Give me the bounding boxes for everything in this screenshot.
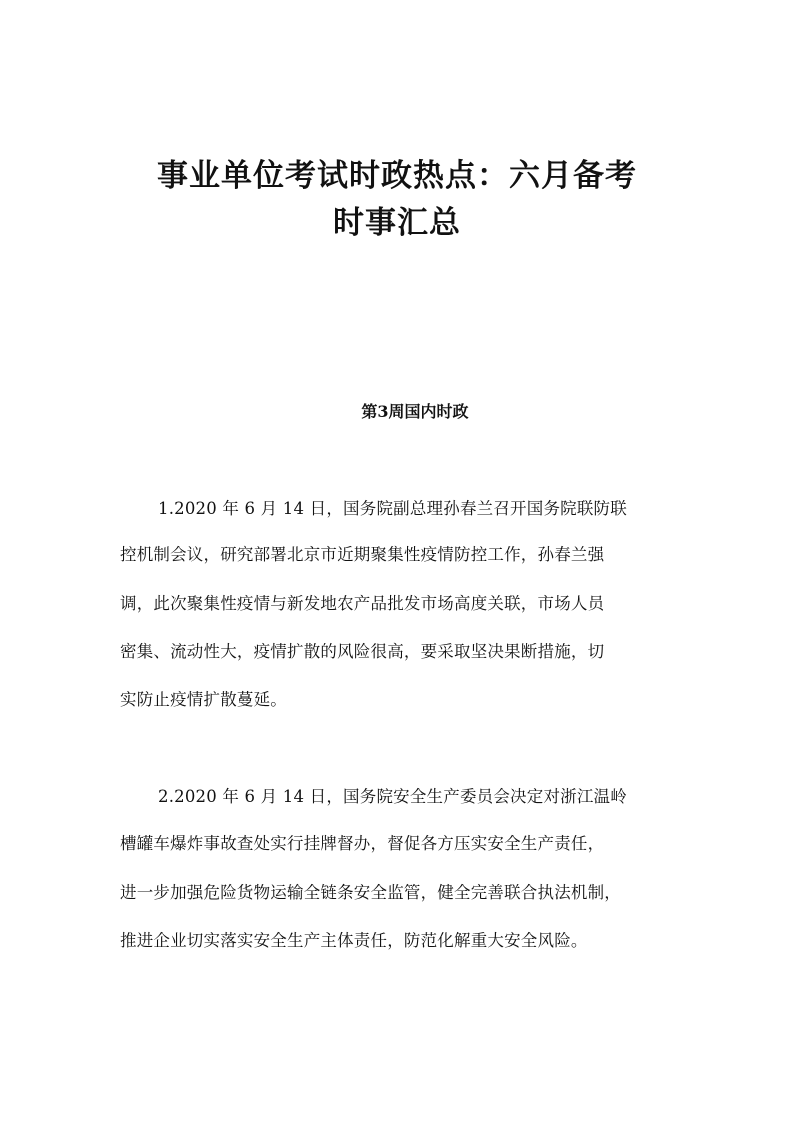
paragraph-line: 调，此次聚集性疫情与新发地农产品批发市场高度关联，市场人员 xyxy=(120,594,605,613)
document-title-line-2: 时事汇总 xyxy=(333,205,461,241)
paragraph-line: 控机制会议，研究部署北京市近期聚集性疫情防控工作，孙春兰强 xyxy=(120,545,605,564)
section-heading: 第3周国内时政 xyxy=(361,402,469,421)
paragraph-line: 2.2020 年 6 月 14 日，国务院安全生产委员会决定对浙江温岭 xyxy=(158,787,627,806)
paragraph-line: 1.2020 年 6 月 14 日，国务院副总理孙春兰召开国务院联防联 xyxy=(158,499,627,518)
document-title-line-1: 事业单位考试时政热点：六月备考 xyxy=(157,158,637,194)
paragraph-line: 实防止疫情扩散蔓延。 xyxy=(120,690,287,709)
paragraph-line: 密集、流动性大，疫情扩散的风险很高，要采取坚决果断措施，切 xyxy=(120,642,605,661)
paragraph-line: 推进企业切实落实安全生产主体责任，防范化解重大安全风险。 xyxy=(120,931,588,950)
paragraph-line: 槽罐车爆炸事故查处实行挂牌督办，督促各方压实安全生产责任， xyxy=(120,834,605,853)
paragraph-line: 进一步加强危险货物运输全链条安全监管，健全完善联合执法机制， xyxy=(120,883,621,902)
